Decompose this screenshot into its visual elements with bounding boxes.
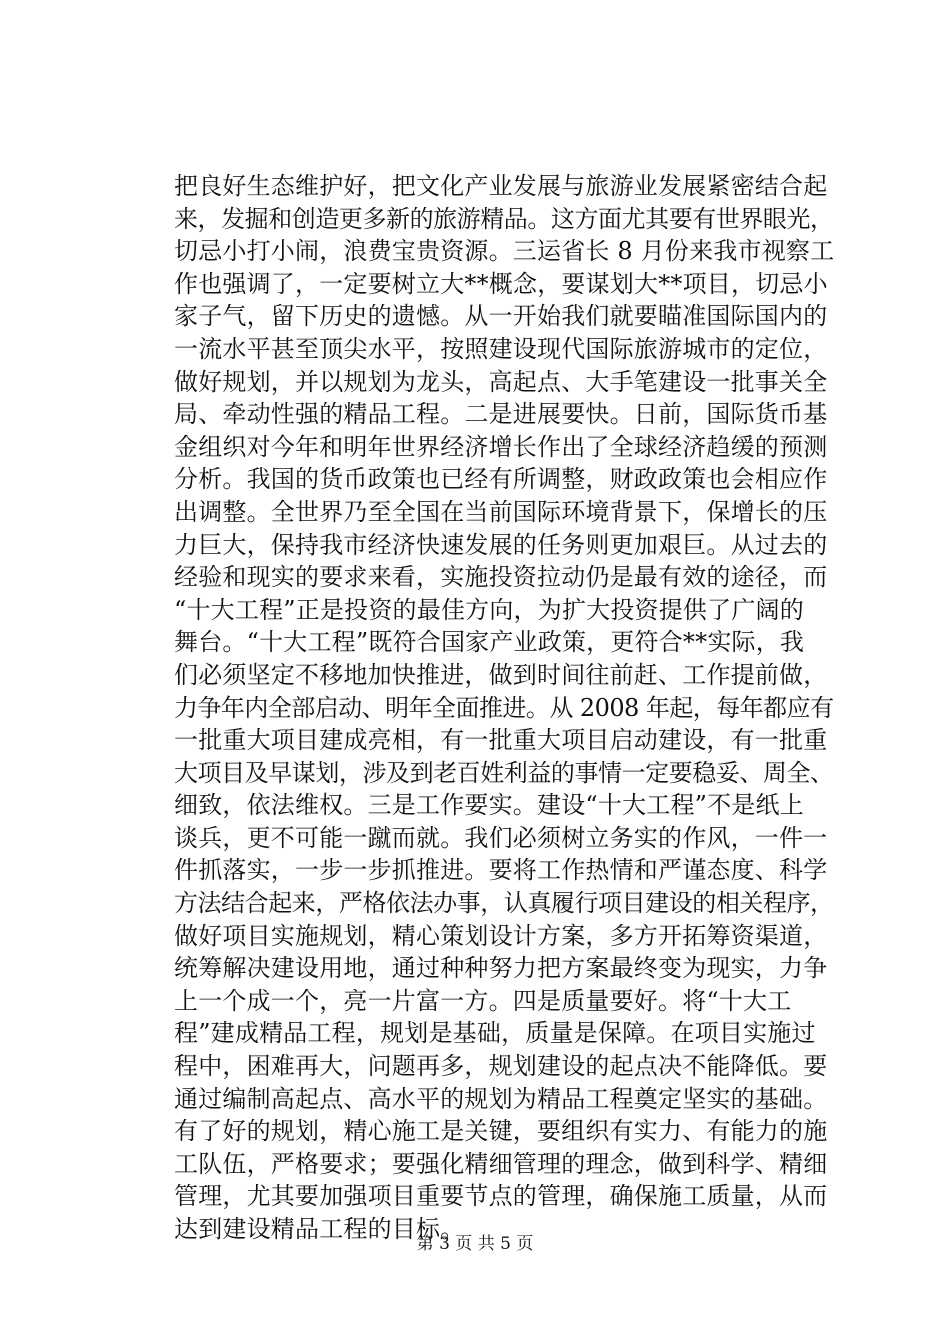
text-line: 有了好的规划，精心施工是关键，要组织有实力、有能力的施 [174, 1117, 828, 1146]
text-line: 力争年内全部启动、明年全面推进。从 2008 年起，每年都应有 [174, 693, 834, 722]
text-line: 来，发掘和创造更多新的旅游精品。这方面尤其要有世界眼光， [174, 204, 834, 233]
text-line: 做好项目实施规划，精心策划设计方案，多方开拓筹资渠道， [174, 921, 828, 950]
text-line: 舞台。“十大工程”既符合国家产业政策，更符合**实际，我 [174, 628, 805, 657]
page-footer: 第 3 页 共 5 页 [416, 1234, 534, 1254]
text-line: 统筹解决建设用地，通过种种努力把方案最终变为现实，力争 [174, 954, 828, 983]
text-line: 作也强调了，一定要树立大**概念，要谋划大**项目，切忌小 [174, 269, 828, 298]
text-line: 谈兵，更不可能一蹴而就。我们必须树立务实的作风，一件一 [174, 823, 828, 852]
text-line: 金组织对今年和明年世界经济增长作出了全球经济趋缓的预测 [174, 432, 828, 461]
body-paragraph [174, 170, 834, 1246]
text-line: 做好规划，并以规划为龙头，高起点、大手笔建设一批事关全 [174, 367, 828, 396]
text-line: 分析。我国的货币政策也已经有所调整，财政政策也会相应作 [174, 465, 828, 494]
text-line: 切忌小打小闹，浪费宝贵资源。三运省长 8 月份来我市视察工 [174, 237, 835, 266]
text-line: 家子气，留下历史的遗憾。从一开始我们就要瞄准国际国内的 [174, 302, 828, 331]
text-line: 大项目及早谋划，涉及到老百姓利益的事情一定要稳妥、周全、 [174, 758, 834, 787]
text-line: 出调整。全世界乃至全国在当前国际环境背景下，保增长的压 [174, 497, 828, 526]
text-line: 通过编制高起点、高水平的规划为精品工程奠定坚实的基础。 [174, 1084, 828, 1113]
text-line: 经验和现实的要求来看，实施投资拉动仍是最有效的途径，而 [174, 563, 828, 592]
text-line: 一流水平甚至顶尖水平，按照建设现代国际旅游城市的定位， [174, 334, 828, 363]
text-line: 上一个成一个，亮一片富一方。四是质量要好。将“十大工 [174, 986, 792, 1015]
text-line: 们必须坚定不移地加快推进，做到时间往前赶、工作提前做， [174, 660, 828, 689]
text-line: 件抓落实，一步一步抓推进。要将工作热情和严谨态度、科学 [174, 856, 828, 885]
text-line: 达到建设精品工程的目标。 [174, 1215, 465, 1243]
text-line: 方法结合起来，严格依法办事，认真履行项目建设的相关程序， [174, 889, 834, 918]
text-line: “十大工程”正是投资的最佳方向，为扩大投资提供了广阔的 [174, 595, 804, 624]
text-line: 把良好生态维护好，把文化产业发展与旅游业发展紧密结合起 [174, 172, 828, 200]
text-line: 一批重大项目建成亮相，有一批重大项目启动建设，有一批重 [174, 726, 828, 755]
text-line: 管理，尤其要加强项目重要节点的管理，确保施工质量，从而 [174, 1182, 828, 1211]
text-line: 程”建成精品工程，规划是基础，质量是保障。在项目实施过 [174, 1019, 816, 1048]
text-line: 工队伍，严格要求；要强化精细管理的理念，做到科学、精细 [174, 1149, 828, 1178]
text-line: 细致，依法维权。三是工作要实。建设“十大工程”不是纸上 [174, 791, 804, 820]
text-line: 程中，困难再大，问题再多，规划建设的起点决不能降低。要 [174, 1052, 828, 1081]
text-line: 力巨大，保持我市经济快速发展的任务则更加艰巨。从过去的 [174, 530, 828, 559]
text-line: 局、牵动性强的精品工程。二是进展要快。日前，国际货币基 [174, 400, 828, 429]
